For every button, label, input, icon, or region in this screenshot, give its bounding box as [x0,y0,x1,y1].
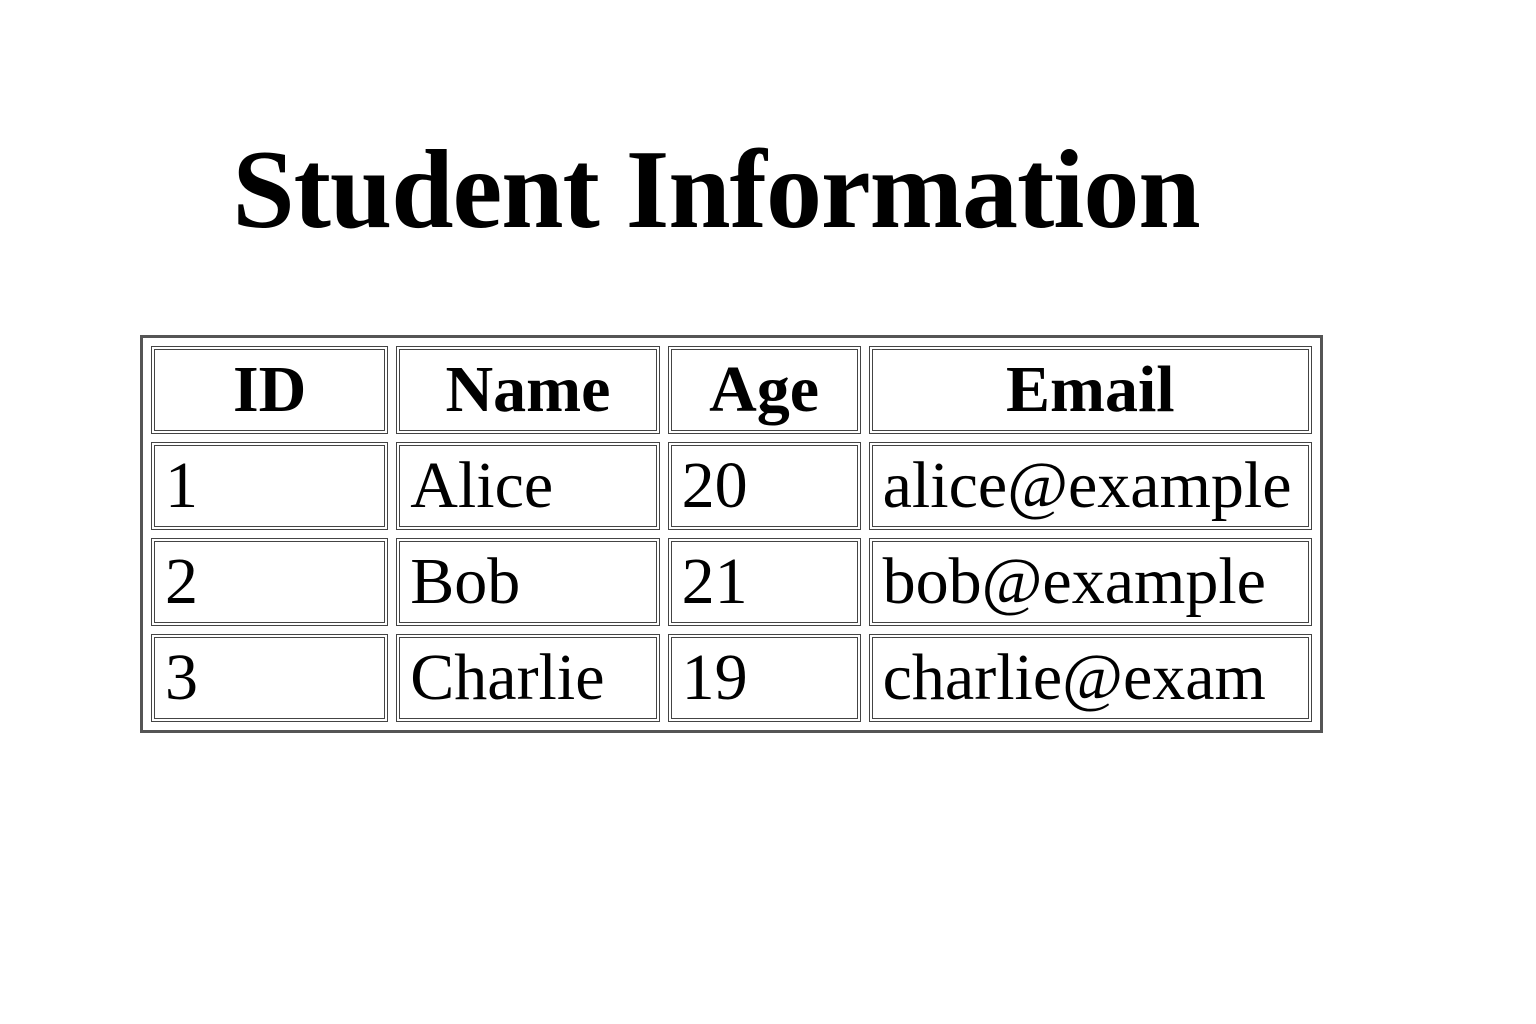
cell-email: bob@example [869,538,1312,626]
table-header-row [151,346,1312,434]
table-row [151,538,1312,626]
column-header-age: Age [668,346,861,434]
cell-id: 2 [151,538,388,626]
cell-name: Bob [396,538,659,626]
column-header-email: Email [869,346,1312,434]
cell-name: Alice [396,442,659,530]
cell-id: 1 [151,442,388,530]
column-header-id: ID [151,346,388,434]
cell-age: 21 [668,538,861,626]
table-row [151,442,1312,530]
cell-email: alice@example [869,442,1312,530]
column-header-name: Name [396,346,659,434]
cell-id: 3 [151,634,388,722]
student-table-container [140,335,1323,733]
cell-email: charlie@exam [869,634,1312,722]
cell-age: 19 [668,634,861,722]
page-title: Student Information [232,128,1200,252]
student-table [140,335,1323,733]
table-row [151,634,1312,722]
cell-name: Charlie [396,634,659,722]
cell-age: 20 [668,442,861,530]
